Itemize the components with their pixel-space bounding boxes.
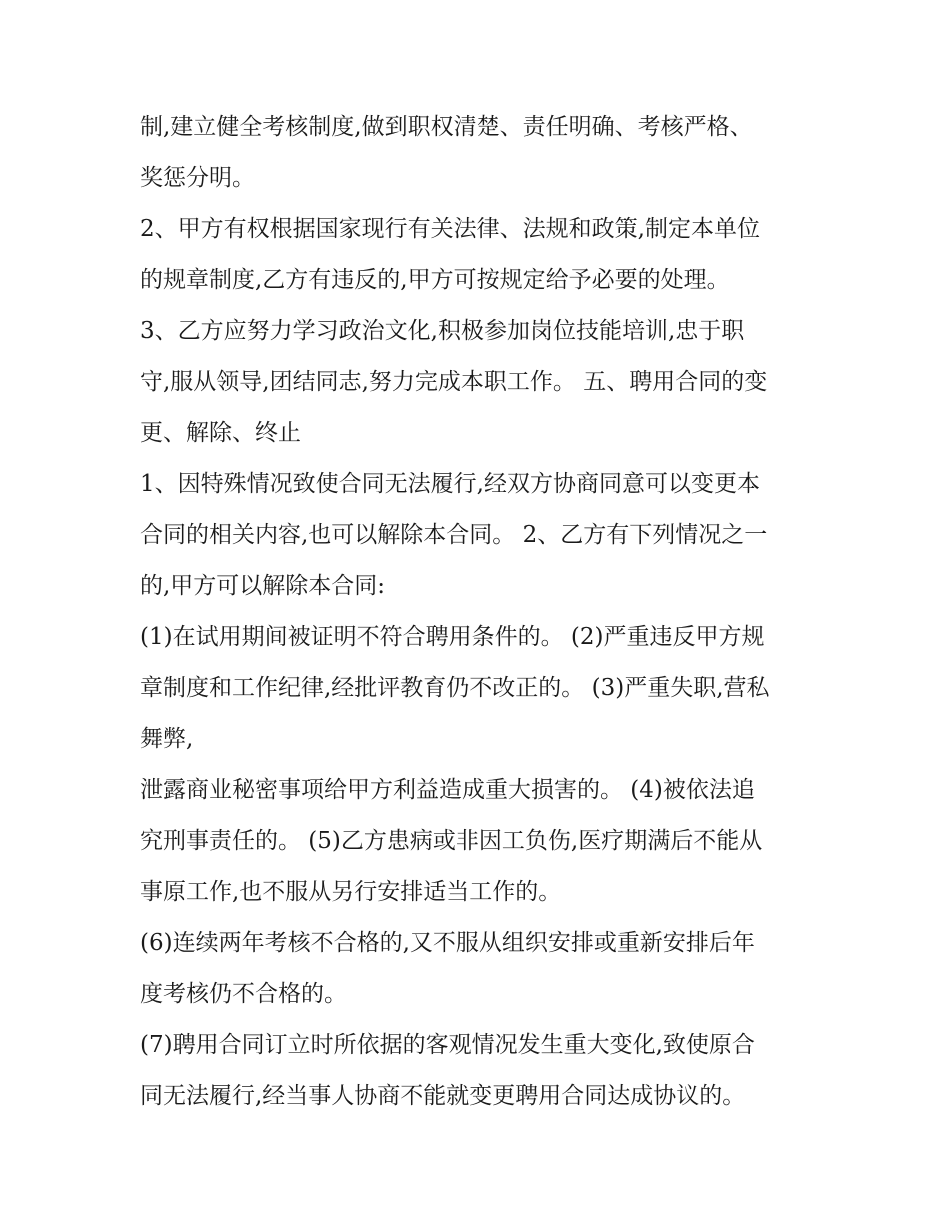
text-line: 的,甲方可以解除本合同: <box>140 573 386 599</box>
text-line: 同无法履行,经当事人协商不能就变更聘用合同达成协议的。 <box>140 1083 746 1109</box>
text-line: 舞弊, <box>140 726 194 752</box>
text-line: 事原工作,也不服从另行安排适当工作的。 <box>140 879 562 905</box>
text-line: 1、因特殊情况致使合同无法履行,经双方协商同意可以变更本 <box>140 471 760 497</box>
text-line: (7)聘用合同订立时所依据的客观情况发生重大变化,致使原合 <box>140 1032 755 1058</box>
text-line: 合同的相关内容,也可以解除本合同。 2、乙方有下列情况之一 <box>140 522 768 548</box>
text-line: 2、甲方有权根据国家现行有关法律、法规和政策,制定本单位 <box>140 216 760 242</box>
text-line: 度考核仍不合格的。 <box>140 981 347 1007</box>
text-line: 泄露商业秘密事项给甲方利益造成重大损害的。 (4)被依法追 <box>140 777 755 803</box>
text-line: 的规章制度,乙方有违反的,甲方可按规定给予必要的处理。 <box>140 267 730 293</box>
text-line: (6)连续两年考核不合格的,又不服从组织安排或重新安排后年 <box>140 930 755 956</box>
text-line: 3、乙方应努力学习政治文化,积极参加岗位技能培训,忠于职 <box>140 318 745 344</box>
text-line: (1)在试用期间被证明不符合聘用条件的。 (2)严重违反甲方规 <box>140 624 765 650</box>
document-body <box>140 102 820 1122</box>
text-line: 更、解除、终止 <box>140 420 301 446</box>
text-line: 奖惩分明。 <box>140 165 255 191</box>
text-line: 守,服从领导,团结同志,努力完成本职工作。 五、聘用合同的变 <box>140 369 768 395</box>
text-line: 制,建立健全考核制度,做到职权清楚、责任明确、考核严格、 <box>140 114 753 140</box>
text-line: 究刑事责任的。 (5)乙方患病或非因工负伤,医疗期满后不能从 <box>140 828 763 854</box>
text-line: 章制度和工作纪律,经批评教育仍不改正的。 (3)严重失职,营私 <box>140 675 770 701</box>
